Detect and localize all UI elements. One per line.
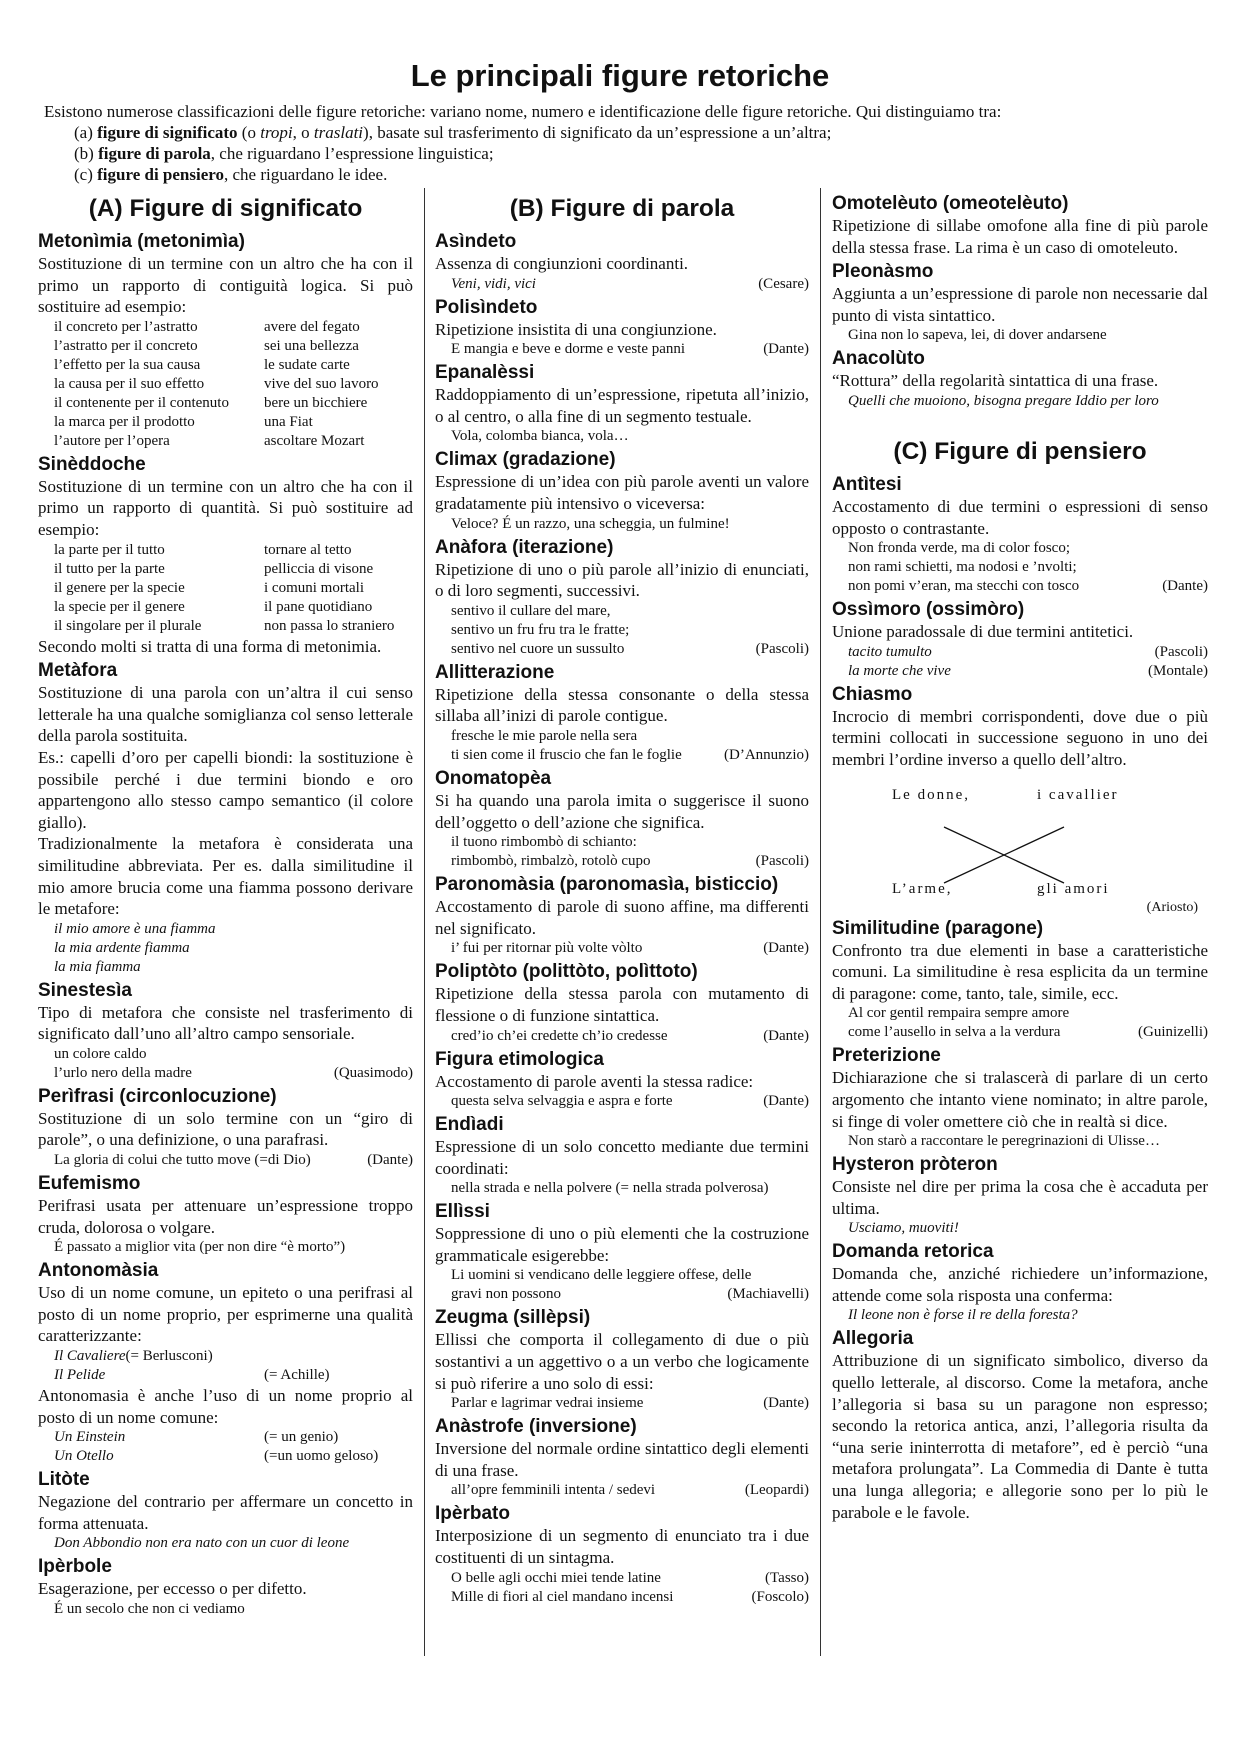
author: (Ariosto) [1146, 899, 1198, 915]
example-pair: Un Otello (=un uomo geloso) [54, 1448, 379, 1465]
def2-antonomasia: Antonomasia è anche l’uso di un nome proprio al posto di un nome comune: [38, 1386, 413, 1427]
chiasmo-word: Le donne, [892, 786, 970, 803]
column-divider-1 [424, 188, 425, 1656]
example-line: É passato a miglior vita (per non dire “è morto”) [54, 1239, 346, 1256]
term-zeugma: Zeugma (sillèpsi) [435, 1307, 591, 1329]
example-pair: il contenente per il contenuto bere un bicchiere [54, 394, 368, 411]
example-line: fresche le mie parole nella sera [451, 727, 638, 744]
example-line: l’urlo nero della madre (Quasimodo) [54, 1064, 413, 1081]
def-paronomasia: Accostamento di parole di suono affine, ma differenti nel significato. [435, 897, 809, 938]
chiasmo-word: gli amori [1037, 880, 1110, 897]
example-pair: l’astratto per il concreto sei una bellezza [54, 337, 359, 354]
trad-metafora: Tradizionalmente la metafora è considerata una similitudine abbreviata. Per es. dalla similitudine il mio amore brucia come una fiamma possono derivare le metafore: [38, 834, 413, 919]
example-pair: il genere per la specie i comuni mortali [54, 579, 364, 596]
author: (Quasimodo) [333, 1064, 413, 1081]
example-line: cred’io ch’ei credette ch’io credesse (Dante) [451, 1027, 809, 1044]
example-pair: il singolare per il plurale non passa lo straniero [54, 617, 395, 634]
chiasmo-word: i cavallier [1037, 786, 1119, 803]
example-line: questa selva selvaggia e aspra e forte (Dante) [451, 1093, 809, 1110]
example-line: ti sien come il fruscio che fan le foglie (D’Annunzio) [451, 746, 809, 763]
example-line: il tuono rimbombò di schianto: [451, 834, 637, 851]
example-line: Vola, colomba bianca, vola… [451, 428, 629, 445]
example-pair: la specie per il genere il pane quotidiano [54, 598, 373, 615]
def-metafora: Sostituzione di una parola con un’altra il cui senso letterale ha una qualche somiglianza col senso letterale della parola sostituita. [38, 683, 413, 746]
example-line: la morte che vive (Montale) [848, 662, 1208, 679]
author: (Guinizelli) [1138, 1024, 1208, 1041]
term-antitesi: Antìtesi [832, 473, 902, 495]
term-preterizione: Preterizione [832, 1045, 941, 1067]
example-line: La gloria di colui che tutto move (=di Dio) (Dante) [54, 1152, 413, 1169]
section-heading-a: (A) Figure di significato [88, 195, 363, 222]
example-line: O belle agli occhi miei tende latine (Tasso) [451, 1569, 809, 1586]
def-iperbato: Interposizione di un segmento di enunciato tra i due costituenti di un sintagma. [435, 1526, 809, 1568]
example-pair: l’effetto per la sua causa le sudate carte [54, 356, 350, 373]
example-line: sentivo nel cuore un sussulto (Pascoli) [451, 640, 809, 657]
example-line: Don Abbondio non era nato con un cuor di leone [54, 1535, 350, 1552]
term-climax: Climax (gradazione) [435, 449, 616, 471]
author: (Montale) [1148, 662, 1208, 679]
term-ossimoro: Ossìmoro (ossimòro) [832, 599, 1025, 621]
term-asindeto: Asìndeto [435, 231, 517, 252]
term-allegoria: Allegoria [832, 1328, 914, 1350]
example-line: Veloce? É un razzo, una scheggia, un fulmine! [451, 515, 730, 532]
term-poliptoto: Poliptòto (polittòto, polìttoto) [435, 961, 698, 983]
example-line: Gina non lo sapeva, lei, di dover andarsene [848, 327, 1107, 344]
author: (Dante) [763, 940, 809, 957]
def-anastrofe: Inversione del normale ordine sintattico degli elementi di una frase. [435, 1439, 809, 1480]
def-iperbole: Esagerazione, per eccesso o per difetto. [38, 1579, 307, 1599]
def-allitterazione: Ripetizione della stessa consonante o della stessa sillaba all’inizi di parole contigue. [435, 684, 809, 726]
term-antonomasia: Antonomàsia [38, 1260, 159, 1282]
term-paronomasia: Paronomàsia (paronomasìa, bisticcio) [435, 874, 779, 896]
term-anafora: Anàfora (iterazione) [435, 536, 614, 558]
example-line: i’ fui per ritornar più volte vòlto (Dante) [451, 940, 809, 957]
def-sinestesia: Tipo di metafora che consiste nel trasferimento di significato dall’uno all’altro campo sensoriale. [38, 1002, 413, 1044]
example-pair: Un Einstein (= un genio) [54, 1429, 339, 1446]
term-metonimia: Metonìmia (metonimìa) [38, 231, 245, 252]
author: (Dante) [763, 341, 809, 358]
term-perifrasi: Perìfrasi (circonlocuzione) [38, 1085, 277, 1107]
example-line: Al cor gentil rempaira sempre amore [848, 1005, 1070, 1022]
example-line: gravi non possono (Machiavelli) [451, 1286, 809, 1303]
def-domanda-retorica: Domanda che, anziché richiedere un’informazione, attende come sola risposta una conferma: [832, 1264, 1208, 1305]
chiasmo-cross [832, 781, 1208, 911]
intro-text: Esistono numerose classificazioni delle figure retoriche: variano nome, numero e identificazione delle figure retoriche. Qui distinguiamo tra: [44, 102, 1002, 121]
def-anafora: Ripetizione di uno o più parole all’inizio di enunciati, o di loro segmenti, successivi. [435, 559, 809, 601]
def-antonomasia: Uso di un nome comune, un epiteto o una perifrasi al posto di un nome proprio, per esprimerne una qualità caratterizzante: [38, 1283, 413, 1346]
example-line: sentivo un fru fru tra le fratte; [451, 621, 630, 638]
intro-item-a: (a) figure di significato (o tropi, o traslati), basate sul trasferimento di significato da un’espressione a un’altra; [74, 123, 832, 142]
example-pair: il tutto per la parte pelliccia di visone [54, 560, 374, 577]
def-polisindeto: Ripetizione insistita di una congiunzione. [435, 319, 717, 339]
example-line: Parlar e lagrimar vedrai insieme (Dante) [451, 1395, 809, 1412]
pairs-sineddoche [38, 541, 413, 636]
example-line: non rami schietti, ma nodosi e ’nvolti; [848, 559, 1077, 576]
example-line: Il leone non è forse il re della foresta? [848, 1307, 1078, 1324]
author: (Tasso) [765, 1569, 809, 1586]
def-chiasmo: Incrocio di membri corrispondenti, dove due o più termini collocati in successione seguono in uno dei membri l’ordine inverso a quello dell’altro. [832, 706, 1208, 769]
term-endiadi: Endìadi [435, 1114, 504, 1136]
term-anastrofe: Anàstrofe (inversione) [435, 1416, 637, 1438]
author: (Dante) [763, 1093, 809, 1110]
example-line: il mio amore è una fiamma [54, 920, 216, 937]
page-title: Le principali figure retoriche [410, 58, 830, 93]
term-ellissi: Ellìssi [435, 1201, 490, 1223]
column-divider-2 [820, 188, 821, 1656]
example-line: la mia ardente fiamma [54, 939, 190, 956]
intro [44, 101, 1214, 185]
term-anacoluto: Anacolùto [832, 348, 925, 370]
def-epanalessi: Raddoppiamento di un’espressione, ripetuta all’inizio, o al centro, o alla fine di un segmento testuale. [435, 385, 809, 426]
example-line: la mia fiamma [54, 958, 141, 975]
def-eufemismo: Perifrasi usata per attenuare un’espressione troppo cruda, dolorosa o volgare. [38, 1196, 413, 1237]
term-onomatopea: Onomatopèa [435, 767, 552, 789]
example-line: Non starò a raccontare le peregrinazioni di Ulisse… [848, 1133, 1160, 1150]
author: (Dante) [1162, 578, 1208, 595]
def-litote: Negazione del contrario per affermare un concetto in forma attenuata. [38, 1492, 413, 1533]
author: (D’Annunzio) [724, 746, 809, 763]
example-line: non pomi v’eran, ma stecchi con tosco (Dante) [848, 578, 1208, 595]
es-metafora: Es.: capelli d’oro per capelli biondi: la sostituzione è possibile perché i due termini biondo e oro appartengono allo stesso campo semantico (il colore giallo). [38, 747, 413, 832]
author: (Pascoli) [755, 640, 809, 657]
example-pair: la parte per il tutto tornare al tetto [54, 541, 352, 558]
term-eufemismo: Eufemismo [38, 1173, 141, 1195]
def-allegoria: Attribuzione di un significato simbolico, diverso da quello letterale, al discorso. Come la metafora, anche l’allegoria si basa su un paragone non espresso; secondo la retorica antica, anzi, l’allegoria risulta da “una serie ininterrotta di metafore”, ed è perciò “una metafora prolungata”. La Commedia di Dante è tutta una lunga allegoria; e allegorie sono per lo più le parabole e le favole. [832, 1351, 1208, 1522]
term-litote: Litòte [38, 1469, 90, 1491]
example-pair: Il Pelide (= Achille) [54, 1367, 330, 1384]
def-hysteron-proteron: Consiste nel dire per prima la cosa che è accaduta per ultima. [832, 1177, 1208, 1218]
def-poliptoto: Ripetizione della stessa parola con mutamento di flessione o di funzione sintattica. [435, 984, 809, 1025]
example-line: come l’ausello in selva a la verdura (Guinizelli) [848, 1024, 1208, 1041]
pairs-metonimia [38, 318, 413, 451]
def-onomatopea: Si ha quando una parola imita o suggerisce il suono dell’oggetto o dell’azione che significa. [435, 790, 809, 832]
def-ellissi: Soppressione di uno o più elementi che la costruzione grammaticale esigerebbe: [435, 1224, 809, 1265]
term-figura-etimologica: Figura etimologica [435, 1048, 604, 1070]
def-antitesi: Accostamento di due termini o espressioni di senso opposto o contrastante. [832, 496, 1208, 538]
author: (Pascoli) [755, 853, 809, 870]
author: (Foscolo) [751, 1588, 809, 1605]
example-line: sentivo il cullare del mare, [451, 602, 611, 619]
term-epanalessi: Epanalèssi [435, 362, 535, 384]
column-figure-di-parola [435, 192, 809, 1607]
example-pair: Il Cavaliere (= Berlusconi) [54, 1348, 213, 1365]
author: (Pascoli) [1154, 643, 1208, 660]
example-line: Veni, vidi, vici (Cesare) [451, 275, 809, 292]
author: (Machiavelli) [727, 1286, 809, 1303]
example-line: É un secolo che non ci vediamo [54, 1601, 245, 1617]
def-anacoluto: “Rottura” della regolarità sintattica di una frase. [832, 371, 1159, 391]
example-line: un colore caldo [54, 1045, 147, 1062]
def-asindeto: Assenza di congiunzioni coordinanti. [435, 254, 689, 273]
example-pair: la causa per il suo effetto vive del suo lavoro [54, 375, 379, 392]
example-line: Mille di fiori al ciel mandano incensi (Foscolo) [451, 1588, 809, 1605]
example-pair: la marca per il prodotto una Fiat [54, 413, 313, 430]
example-pair: il concreto per l’astratto avere del fegato [54, 318, 360, 335]
chiasmo-diagram [832, 781, 1208, 915]
section-heading-b: (B) Figure di parola [509, 195, 735, 222]
def-omoteleuto: Ripetizione di sillabe omofone alla fine di più parole della stessa frase. La rima è un caso di omoteleuto. [832, 216, 1208, 257]
author: (Dante) [763, 1395, 809, 1412]
def-sineddoche: Sostituzione di un termine con un altro che ha con il primo un rapporto di quantità. Si può sostituire ad esempio: [38, 476, 413, 539]
term-hysteron-proteron: Hysteron pròteron [832, 1154, 998, 1176]
example-line: tacito tumulto (Pascoli) [848, 643, 1208, 660]
def-ossimoro: Unione paradossale di due termini antitetici. [832, 622, 1134, 642]
example-line: E mangia e beve e dorme e veste panni (Dante) [451, 341, 809, 358]
example-line: Li uomini si vendicano delle leggiere offese, delle [451, 1267, 752, 1284]
example-line: nella strada e nella polvere (= nella strada polverosa) [451, 1180, 769, 1197]
author: (Dante) [367, 1152, 413, 1169]
term-omoteleuto: Omotelèuto (omeotelèuto) [832, 193, 1069, 214]
def-endiadi: Espressione di un solo concetto mediante due termini coordinati: [435, 1137, 809, 1178]
column-figure-di-pensiero [832, 190, 1208, 1523]
intro-item-c: (c) figure di pensiero, che riguardano le idee. [74, 165, 388, 184]
def-preterizione: Dichiarazione che si tralascerà di parlare di un certo argomento che intanto viene nominato; in altre parole, si finge di voler omettere ciò che in realtà si dice. [832, 1068, 1208, 1131]
example-line: rimbombò, rimbalzò, rotolò cupo (Pascoli) [451, 853, 809, 870]
example-line: Usciamo, muoviti! [848, 1220, 959, 1237]
def-zeugma: Ellissi che comporta il collegamento di due o più sostantivi a un aggettivo o a un verbo che logicamente si può riferire a uno solo di essi: [435, 1330, 809, 1393]
term-chiasmo: Chiasmo [832, 683, 913, 705]
author: (Cesare) [758, 275, 809, 292]
example-pair: l’autore per l’opera ascoltare Mozart [54, 432, 365, 449]
term-iperbole: Ipèrbole [38, 1556, 112, 1578]
note-sineddoche: Secondo molti si tratta di una forma di metonimia. [38, 636, 382, 656]
term-allitterazione: Allitterazione [435, 661, 555, 683]
author: (Dante) [763, 1027, 809, 1044]
term-pleonasmo: Pleonàsmo [832, 261, 934, 283]
chiasmo-word: L’arme, [892, 880, 953, 897]
author: (Leopardi) [744, 1482, 809, 1499]
intro-item-b: (b) figure di parola, che riguardano l’espressione linguistica; [74, 144, 494, 163]
example-line: Non fronda verde, ma di color fosco; [848, 540, 1071, 557]
term-iperbato: Ipèrbato [435, 1503, 510, 1525]
column-figure-di-significato [38, 192, 413, 1619]
def-pleonasmo: Aggiunta a un’espressione di parole non necessarie dal punto di vista sintattico. [832, 284, 1208, 325]
example-line: all’opre femminili intenta / sedevi (Leopardi) [451, 1482, 809, 1499]
def-metonimia: Sostituzione di un termine con un altro che ha con il primo un rapporto di contiguità logica. Si può sostituire ad esempio: [38, 254, 413, 317]
example-line: Quelli che muoiono, bisogna pregare Iddio per loro [848, 392, 1159, 409]
def-similitudine: Confronto tra due elementi in base a caratteristiche comuni. La similitudine è resa esplicita da un termine di paragone: come, tanto, tale, simile, ecc. [832, 940, 1208, 1003]
def-perifrasi: Sostituzione di un solo termine con un “giro di parole”, o una definizione, o una parafrasi. [38, 1108, 413, 1150]
term-sineddoche: Sinèddoche [38, 453, 146, 475]
def-figura-etimologica: Accostamento di parole aventi la stessa radice: [435, 1071, 754, 1091]
section-heading-c: (C) Figure di pensiero [893, 437, 1147, 465]
term-polisindeto: Polisìndeto [435, 296, 538, 318]
term-domanda-retorica: Domanda retorica [832, 1241, 994, 1263]
def-climax: Espressione di un’idea con più parole aventi un valore gradatamente più intensivo o viceversa: [435, 472, 809, 513]
term-metafora: Metàfora [38, 660, 118, 682]
term-similitudine: Similitudine (paragone) [832, 917, 1044, 939]
term-sinestesia: Sinestesìa [38, 979, 132, 1001]
